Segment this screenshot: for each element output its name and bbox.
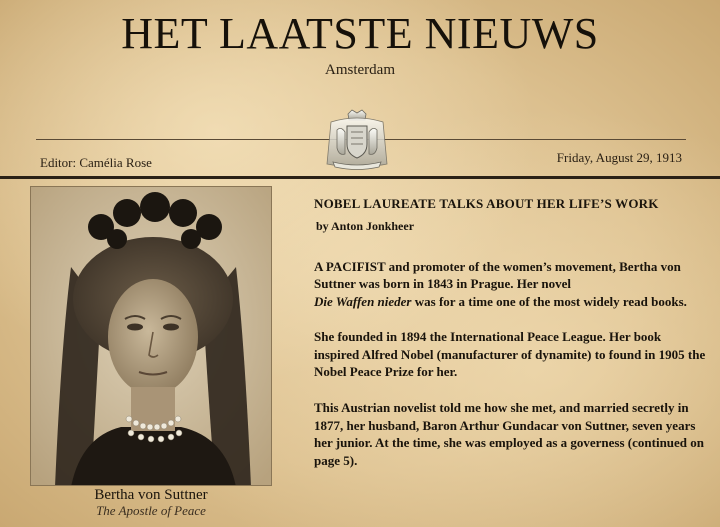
book-title: Die Waffen nieder xyxy=(314,293,412,309)
article-paragraph-2: She founded in 1894 the International Peace League. Her book inspired Alfred Nobel (manufacturer of dynamite) to found in 1905 the Nobel Peace Prize for her. xyxy=(314,329,706,380)
issue-date: Friday, August 29, 1913 xyxy=(556,150,682,165)
portrait-photo xyxy=(30,186,272,486)
article xyxy=(314,195,706,469)
header-bottom-rule xyxy=(0,176,720,179)
masthead-city: Amsterdam xyxy=(325,62,395,78)
article-paragraph-3: This Austrian novelist told me how she met, and married secretly in 1877, her husband, Baron Arthur Gundacar von Suttner, seven years her junior. At the time, she was employed as a governess (continued on page 5). xyxy=(314,400,705,468)
article-paragraph-1 xyxy=(314,258,706,311)
paragraph-1-text-a: A PACIFIST and promoter of the women’s movement, Bertha von Suttner was born in 1843 in Prague. Her novel xyxy=(314,258,681,292)
editor-credit: Editor: Camélia Rose xyxy=(40,155,152,170)
paragraph-1-text-b: was for a time one of the most widely read books. xyxy=(411,293,687,309)
caption-subtitle: The Apostle of Peace xyxy=(96,502,206,518)
article-byline: by Anton Jonkheer xyxy=(316,218,415,233)
caption-name: Bertha von Suttner xyxy=(94,487,208,503)
royal-coat-of-arms-icon xyxy=(317,108,397,172)
article-headline: NOBEL LAUREATE TALKS ABOUT HER LIFE’S WORK xyxy=(314,196,659,211)
photo-caption xyxy=(30,488,272,517)
masthead-title: HET LAATSTE NIEUWS xyxy=(121,9,599,58)
